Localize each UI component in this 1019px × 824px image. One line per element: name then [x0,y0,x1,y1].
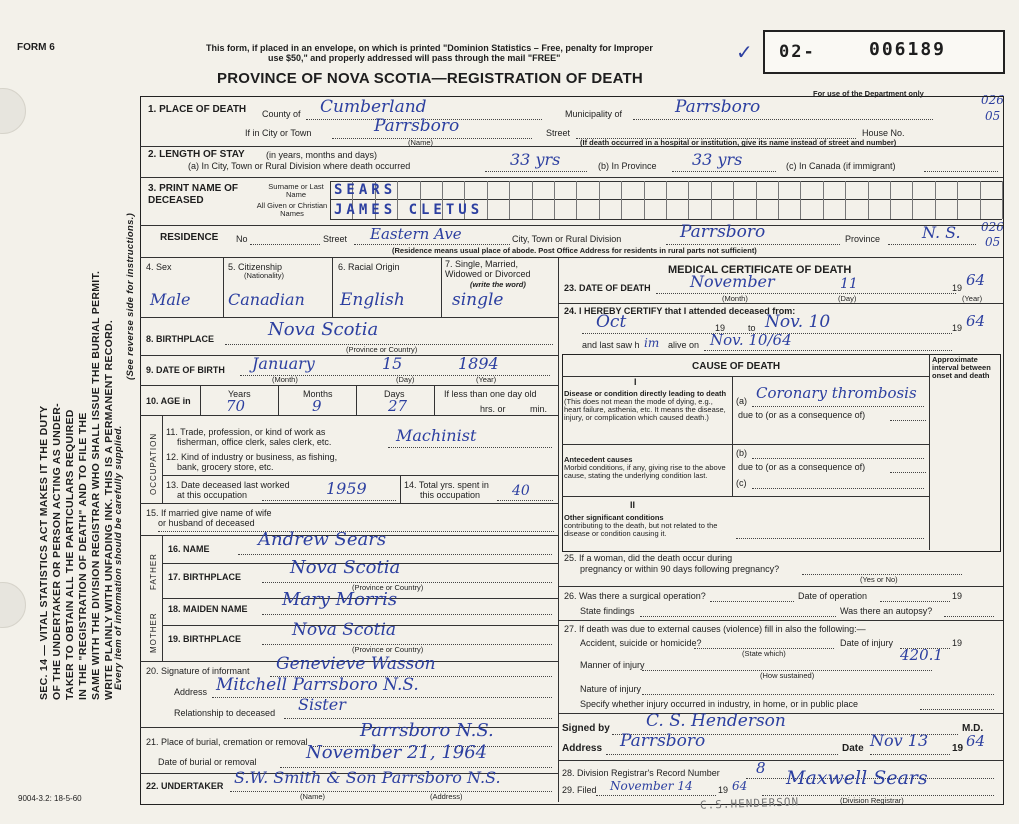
stay-province-label: (b) In Province [598,161,657,171]
burial-place-label: 21. Place of burial, cremation or removal [146,737,308,747]
birthplace-sub: (Province or Country) [346,345,418,354]
under-day-label: If less than one day old [444,389,537,399]
q27-state-sub: (State which) [742,649,786,658]
city-label: If in City or Town [245,128,312,138]
last-saw-pronoun: im [644,336,660,350]
name-grid-line [688,181,689,219]
attended-from: Oct [596,312,627,332]
length-of-stay-label: 2. LENGTH OF STAY [148,149,245,160]
industry-label: 12. Kind of industry or business, as fishing, [166,452,338,462]
side-line-4: IN THE "REGISTRATION OF DEATH" AND TO FILE THE [77,412,89,700]
residence-street-label: Street [323,234,348,244]
attended-to-label: to [748,323,756,333]
antecedent-note: Morbid conditions, if any, giving rise to the above cause, stating the underlying condition last. [564,463,726,480]
total-years-label: 14. Total yrs. spent in [404,480,489,490]
q27-year-prefix: 19 [952,638,963,648]
racial-origin-value: English [340,290,405,310]
q26-date-label: Date of operation [798,591,868,601]
due-to-1: due to (or as a consequence of) [738,410,866,420]
mother-birthplace-label: 19. BIRTHPLACE [168,634,242,644]
residence-label: RESIDENCE [160,232,219,243]
name-grid-line [890,181,891,219]
dod-year-sub: (Year) [962,294,983,303]
name-grid-line [487,181,488,219]
dod-year: 64 [966,271,986,289]
sex-label: 4. Sex [146,262,172,272]
dod-month: November [690,272,775,291]
given-names-value: JAMES CLETUS [334,202,484,218]
name-grid-line [823,181,824,219]
undertaker-address-sub: (Address) [430,792,463,801]
cert-date-label: Date [842,743,864,754]
stay-city-label: (a) In City, Town or Rural Division where death occurred [188,161,411,171]
surname-value: SEARS [334,182,397,198]
father-birthplace-label: 17. BIRTHPLACE [168,572,242,582]
marital-label: 7. Single, Married, Widowed or Divorced [445,259,531,279]
residence-province-value: N. S. [922,223,961,242]
name-grid-line [912,181,913,219]
department-code-2: 05 [985,109,1001,123]
mother-name-label: 18. MAIDEN NAME [168,604,248,614]
dob-year: 1894 [458,354,499,373]
undertaker-label: 22. UNDERTAKER [146,781,224,791]
county-label: County of [262,109,301,119]
registrar-number: 8 [756,759,766,777]
mother-side-label: MOTHER [149,612,158,653]
total-years-label-2: this occupation [420,490,481,500]
registrar-number-label: 28. Division Registrar's Record Number [562,768,720,778]
deceased-name-label: 3. PRINT NAME OF DECEASED [148,183,239,206]
given-names-label: All Given or Christian Names [256,201,328,218]
department-code-4: 05 [985,235,1001,249]
age-label: 10. AGE in [146,396,191,406]
residence-city-label: City, Town or Rural Division [512,234,622,244]
hospital-note: (If death occurred in a hospital or institution, give its name instead of street and number) [580,138,897,147]
burial-place-value: Parrsboro N.S. [360,720,494,741]
cause-b-label: (b) [736,448,747,458]
q26-findings-label: State findings [580,606,635,616]
form-number: FORM 6 [17,42,55,53]
due-to-2: due to (or as a consequence of) [738,462,866,472]
physician-signature: C. S. Henderson [646,711,786,731]
q27-nature-label: Nature of injury [580,684,642,694]
filed-label: 29. Filed [562,785,597,795]
father-side-label: FATHER [149,553,158,590]
birthplace-label: 8. BIRTHPLACE [146,334,215,344]
name-grid-line [711,181,712,219]
citizenship-label: 5. Citizenship [228,262,283,272]
side-line-2: OF THE UNDERTAKER OR PERSON ACTING AS UNDER- [51,403,63,700]
father-birthplace-sub: (Province or Country) [352,583,424,592]
side-line-5: SAME WITH THE DIVISION REGISTRAR WHO SHALL ISSUE THE BURIAL PERMIT. [90,270,102,700]
dob-label: 9. DATE OF BIRTH [146,365,225,375]
attended-year-prefix-2: 19 [952,323,963,333]
house-label: House No. [862,128,905,138]
icd-code: 420.1 [900,646,943,664]
mother-birthplace-value: Nova Scotia [292,620,397,640]
certify-label: 24. I HEREBY CERTIFY that I attended deceased from: [564,306,796,316]
part-two-label: II [630,500,636,510]
physician-address: Parrsboro [620,731,706,751]
name-grid-line [644,181,645,219]
burial-date-value: November 21, 1964 [306,742,488,763]
print-code: 9004-3.2: 18-5-60 [18,794,82,803]
name-grid-line [845,181,846,219]
q25-sub: (Yes or No) [860,575,898,584]
residence-street-value: Eastern Ave [370,225,462,243]
registration-prefix: 02- [779,42,816,62]
q27-specify-label: Specify whether injury occurred in industry, in home, or in public place [580,699,858,709]
last-saw-mid: alive on [668,340,700,350]
mail-notice-1: This form, if placed in an envelope, on which is printed "Dominion Statistics – Free, penalty for Improper [206,43,653,53]
registrar-signature: Maxwell Sears [786,767,928,789]
side-instructions [38,110,116,700]
mail-notice-2: use $50," and properly addressed will pass through the mail "FREE" [268,53,561,63]
citizenship-value: Canadian [228,290,305,309]
registration-number-box [763,30,1005,74]
length-of-stay-sub: (in years, months and days) [266,150,378,160]
trade-value: Machinist [396,426,477,445]
name-grid-line [599,181,600,219]
age-days: 27 [388,397,408,415]
dod-day: 11 [840,276,858,292]
side-line-6: WRITE PLAINLY WITH UNFADING INK. THIS IS A PERMANENT RECORD. [103,319,115,700]
attended-year-prefix: 19 [715,323,726,333]
interval-label: Approximate interval between onset and death [932,355,991,380]
undertaker-name-sub: (Name) [300,792,326,801]
side-italic-1: Every item of information should be carefully supplied. [113,425,124,690]
father-birthplace-value: Nova Scotia [290,557,401,578]
other-conditions-label: Other significant conditions [564,513,664,522]
name-grid-line [756,181,757,219]
part-one-label: I [634,377,637,387]
dod-label: 23. DATE OF DEATH [564,283,651,293]
cert-year: 64 [966,732,986,750]
months-label: Months [303,389,333,399]
q25-label: 25. If a woman, did the death occur during [564,553,733,563]
residence-province-label: Province [845,234,881,244]
dob-year-sub: (Year) [476,375,497,384]
residence-city-value: Parrsboro [680,222,766,242]
min-label: min. [530,404,548,414]
relationship-label: Relationship to deceased [174,708,276,718]
mother-birthplace-sub: (Province or Country) [352,645,424,654]
cause-a-value: Coronary thrombosis [756,384,917,402]
name-grid-line [800,181,801,219]
disease-label: Disease or condition directly leading to death (This does not mean the mode of dying, e.g., heart failure, asthenia, etc. It means the disease, injury, or complication which caused death.) [564,389,727,422]
residence-note: (Residence means usual place of abode. Post Office Address for residents in rural parts not sufficient) [392,246,757,255]
name-grid-line [957,181,958,219]
age-months: 9 [312,397,322,415]
name-grid-line [621,181,622,219]
informant-address: Mitchell Parrsboro N.S. [216,675,419,695]
name-grid-line [868,181,869,219]
burial-date-label: Date of burial or removal [158,757,257,767]
department-code-1: 026 [981,93,1004,107]
other-conditions-note: contributing to the death, but not related to the disease or condition causing it. [564,521,718,538]
name-grid-line [778,181,779,219]
side-italic-2: (See reverse side for instructions.) [125,212,136,380]
father-name-value: Andrew Sears [258,529,387,550]
last-worked-label-2: at this occupation [177,490,248,500]
name-grid-line [576,181,577,219]
last-saw-label: and last saw h [582,340,640,350]
last-saw-date: Nov. 10/64 [710,331,792,349]
occupation-side-label: OCCUPATION [149,432,158,495]
hrs-label: hrs. or [480,404,506,414]
q27-manner-label: Manner of injury [580,660,645,670]
industry-label-2: bank, grocery store, etc. [177,462,274,472]
days-label: Days [384,389,405,399]
side-line-3: TAKER TO OBTAIN ALL THE PARTICULARS REQUIRED [64,409,76,700]
informant-name: Genevieve Wasson [276,654,436,674]
name-grid-line [1002,181,1003,219]
trade-label-2: fisherman, office clerk, sales clerk, etc. [177,437,332,447]
attended-to: Nov. 10 [765,312,831,332]
citizenship-sub: (Nationality) [244,271,285,280]
marital-value: single [452,290,504,310]
stay-province-value: 33 yrs [692,150,743,169]
last-worked-label: 13. Date deceased last worked [166,480,290,490]
q27-label: 27. If death was due to external causes (violence) fill in also the following:— [564,624,866,634]
undertaker-value: S.W. Smith & Son Parrsboro N.S. [234,768,501,787]
dod-month-sub: (Month) [722,294,748,303]
informant-address-label: Address [174,687,208,697]
city-value: Parrsboro [374,116,460,136]
q27-date-label: Date of injury [840,638,894,648]
father-name-label: 16. NAME [168,544,210,554]
place-of-death-label: 1. PLACE OF DEATH [148,104,247,115]
page-title: PROVINCE OF NOVA SCOTIA—REGISTRATION OF DEATH [217,70,643,87]
department-use: For use of the Department only [813,89,924,98]
name-grid-line [733,181,734,219]
cert-date: Nov 13 [870,731,929,750]
name-grid-line [666,181,667,219]
registrar-sub: (Division Registrar) [840,796,904,805]
stay-canada-label: (c) In Canada (if immigrant) [786,161,896,171]
dob-day-sub: (Day) [396,375,415,384]
name-grid-line [980,181,981,219]
stay-city-value: 33 yrs [510,150,561,169]
birthplace-value: Nova Scotia [268,319,379,340]
dob-month: January [252,354,315,373]
marital-sub: (write the word) [470,280,526,289]
racial-origin-label: 6. Racial Origin [338,262,400,272]
total-years-value: 40 [512,483,530,499]
dod-year-prefix: 19 [952,283,963,293]
q26-autopsy-label: Was there an autopsy? [840,606,933,616]
cause-title: CAUSE OF DEATH [692,361,781,372]
q25-label-2: pregnancy or within 90 days following pregnancy? [580,564,780,574]
mother-name-value: Mary Morris [282,589,398,610]
last-worked-value: 1959 [326,479,367,498]
physician-address-label: Address [562,743,603,754]
dob-month-sub: (Month) [272,375,298,384]
dod-day-sub: (Day) [838,294,857,303]
md-label: M.D. [962,723,984,734]
name-grid-line [935,181,936,219]
dob-day: 15 [382,354,403,373]
medical-title: MEDICAL CERTIFICATE OF DEATH [668,264,852,276]
registration-number: 006189 [869,39,947,60]
municipality-label: Municipality of [565,109,623,119]
q26-year-prefix: 19 [952,591,963,601]
municipality-value: Parrsboro [675,97,761,117]
informant-label: 20. Signature of informant [146,666,250,676]
cause-a-label: (a) [736,396,747,406]
punch-hole-top [0,88,26,134]
trade-label: 11. Trade, profession, or kind of work as [166,427,326,437]
surname-label: Surname or Last Name [268,182,324,199]
years-label: Years [228,389,251,399]
cert-year-prefix: 19 [952,743,964,754]
county-value: Cumberland [320,97,427,117]
residence-no-label: No [236,234,248,244]
antecedent-label: Antecedent causes [564,455,633,464]
name-grid-line [532,181,533,219]
check-mark: ✓ [736,42,753,64]
department-code-3: 026 [981,220,1004,234]
q27-how-sub: (How sustained) [760,671,815,680]
city-sub: (Name) [408,138,434,147]
filed-date: November 14 [610,779,693,793]
age-years: 70 [226,397,246,415]
name-grid-line [554,181,555,219]
q26-label: 26. Was there a surgical operation? [564,591,706,601]
q27-accident-label: Accident, suicide or homicide? [580,638,702,648]
spouse-label-2: or husband of deceased [158,518,255,528]
filed-year-prefix: 19 [718,785,729,795]
attended-year: 64 [966,312,986,330]
relationship-value: Sister [298,695,346,714]
cause-c-label: (c) [736,478,747,488]
name-grid-line [509,181,510,219]
spouse-label: 15. If married give name of wife [146,508,272,518]
side-line-1: SEC. 14 — VITAL STATISTICS ACT MAKES IT THE DUTY [38,405,50,700]
punch-hole-bottom [0,582,26,628]
signed-label: Signed by [562,723,610,734]
street-label: Street [546,128,571,138]
filed-year: 64 [732,779,748,793]
sex-value: Male [150,290,191,309]
physician-stamp: C.S.HENDERSON [699,795,800,812]
